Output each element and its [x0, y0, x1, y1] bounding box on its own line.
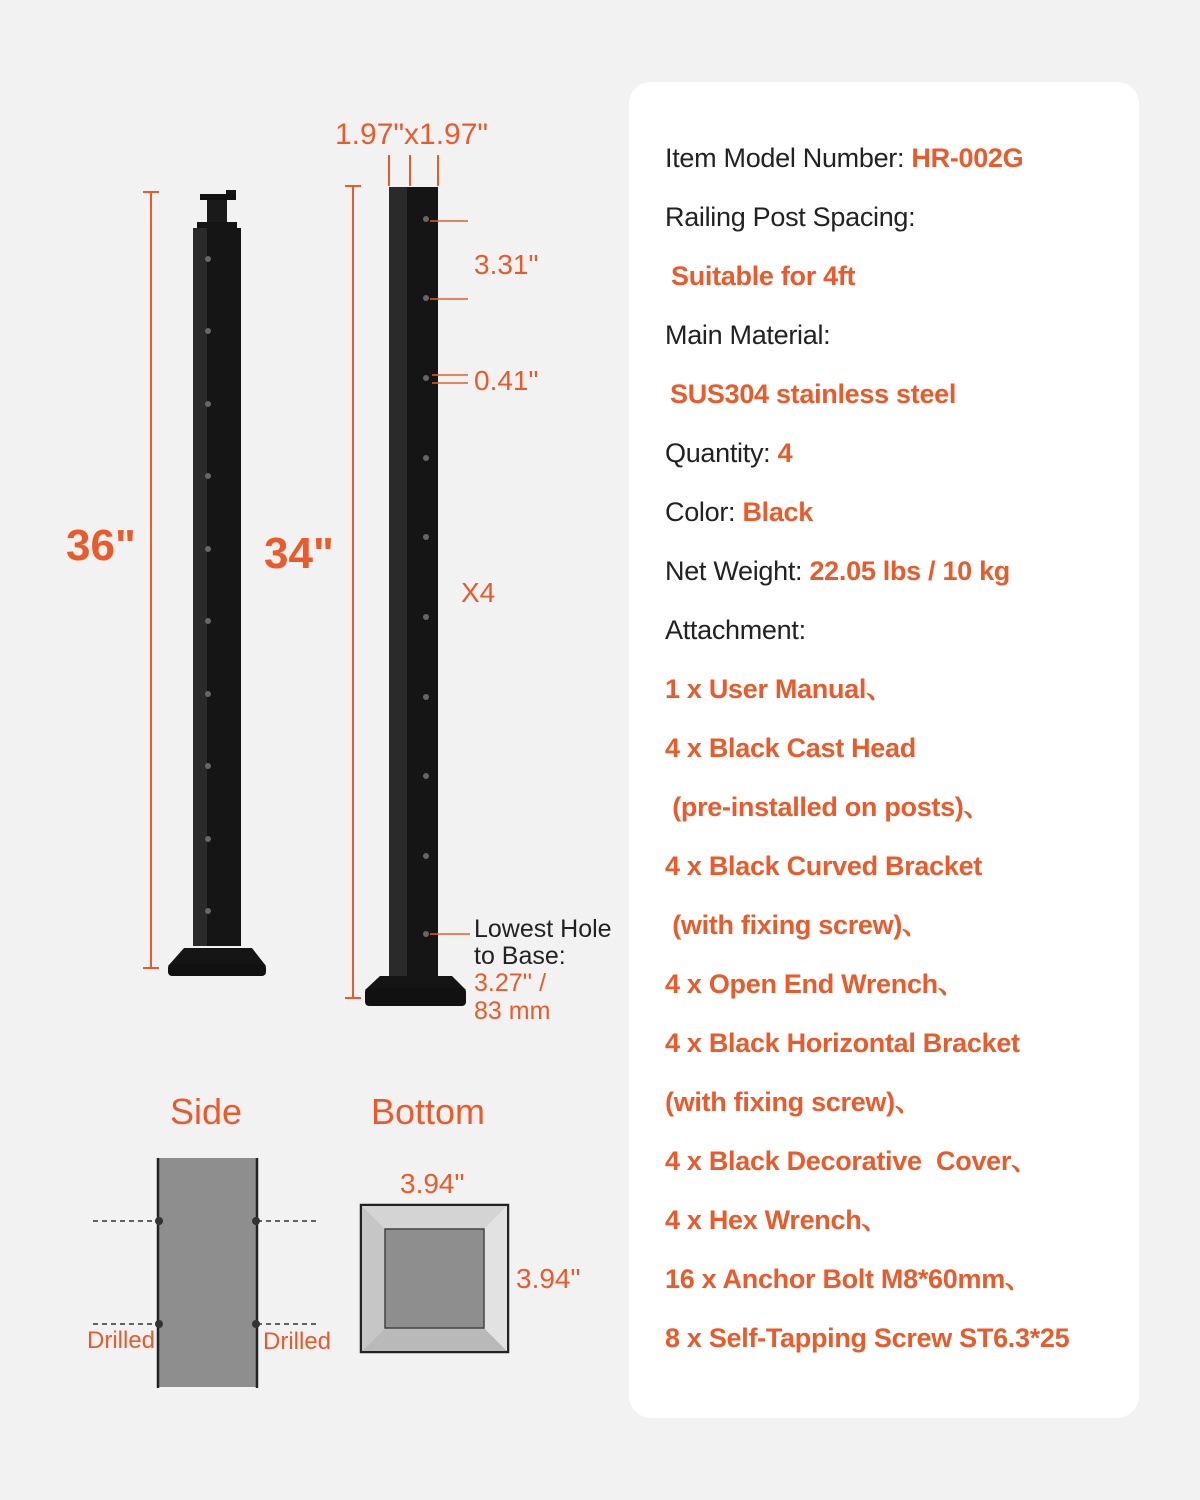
- spec-material-value: [670, 378, 956, 410]
- spacing-label: Railing Post Spacing:: [665, 202, 916, 232]
- quantity-value: 4: [777, 438, 793, 468]
- model-label: Item Model Number:: [665, 143, 912, 173]
- model-value: HR-002G: [911, 143, 1024, 173]
- spec-weight: [665, 555, 1010, 587]
- color-value: Black: [742, 497, 813, 527]
- post-without-head: [365, 187, 466, 1006]
- attachment-item: 4 x Open End Wrench、: [665, 969, 965, 999]
- material-value: SUS304 stainless steel: [670, 379, 957, 409]
- spec-spacing-value: [671, 260, 855, 292]
- bottom-view: [361, 1205, 508, 1352]
- post-height-dimension: [345, 186, 361, 998]
- side-view-title: Side: [170, 1091, 243, 1132]
- spec-attachment-label: [665, 614, 806, 646]
- base-depth-label: 3.94": [516, 1263, 581, 1294]
- base-width-label: 3.94": [400, 1168, 465, 1199]
- lowest-hole-line2: to Base:: [474, 942, 566, 970]
- spec-material-label: [665, 319, 830, 351]
- material-label: Main Material:: [665, 320, 831, 350]
- total-height-label: 36": [66, 521, 136, 570]
- attachment-item: 4 x Black Curved Bracket: [665, 851, 982, 881]
- post-height-label: 34": [264, 529, 334, 578]
- color-label: Color:: [665, 497, 743, 527]
- weight-value: 22.05 lbs / 10 kg: [809, 556, 1010, 586]
- spec-quantity: [665, 437, 792, 469]
- hole-diameter-label: 0.41": [474, 365, 539, 396]
- spec-color: [665, 496, 813, 528]
- spec-spacing-label: [665, 201, 915, 233]
- bottom-view-title: Bottom: [371, 1091, 486, 1132]
- section-dimension: [389, 155, 438, 186]
- quantity-label: Quantity:: [665, 438, 778, 468]
- attachment-item: (pre-installed on posts)、: [665, 792, 991, 822]
- spec-model: [665, 142, 1023, 174]
- quantity-mark: X4: [461, 577, 496, 608]
- attachment-label: Attachment:: [665, 615, 806, 645]
- attachment-item: 4 x Black Cast Head: [665, 733, 916, 763]
- attachment-item: 16 x Anchor Bolt M8*60mm、: [665, 1264, 1032, 1294]
- total-height-dimension: [143, 192, 159, 968]
- attachment-item: 1 x User Manual、: [665, 674, 893, 704]
- spec-card: [629, 82, 1139, 1418]
- attachment-item: 4 x Black Horizontal Bracket: [665, 1028, 1020, 1058]
- section-label: 1.97"x1.97": [335, 118, 489, 151]
- lowest-hole-line4: 83 mm: [474, 997, 551, 1025]
- attachment-item: 8 x Self-Tapping Screw ST6.3*25: [665, 1323, 1070, 1353]
- attachment-item: (with fixing screw)、: [665, 910, 929, 940]
- drilled-right-label: Drilled: [263, 1328, 332, 1355]
- attachment-item: 4 x Hex Wrench、: [665, 1205, 889, 1235]
- hole-spacing-label: 3.31": [474, 249, 539, 280]
- spacing-value: Suitable for 4ft: [671, 261, 856, 291]
- drilled-left-label: Drilled: [87, 1327, 156, 1354]
- attachment-item: 4 x Black Decorative Cover、: [665, 1146, 1038, 1176]
- lowest-hole-line3: 3.27'' /: [474, 969, 547, 997]
- weight-label: Net Weight:: [665, 556, 810, 586]
- lowest-hole-line1: Lowest Hole: [474, 915, 612, 943]
- post-with-head: [168, 190, 266, 976]
- attachment-item: (with fixing screw)、: [665, 1087, 922, 1117]
